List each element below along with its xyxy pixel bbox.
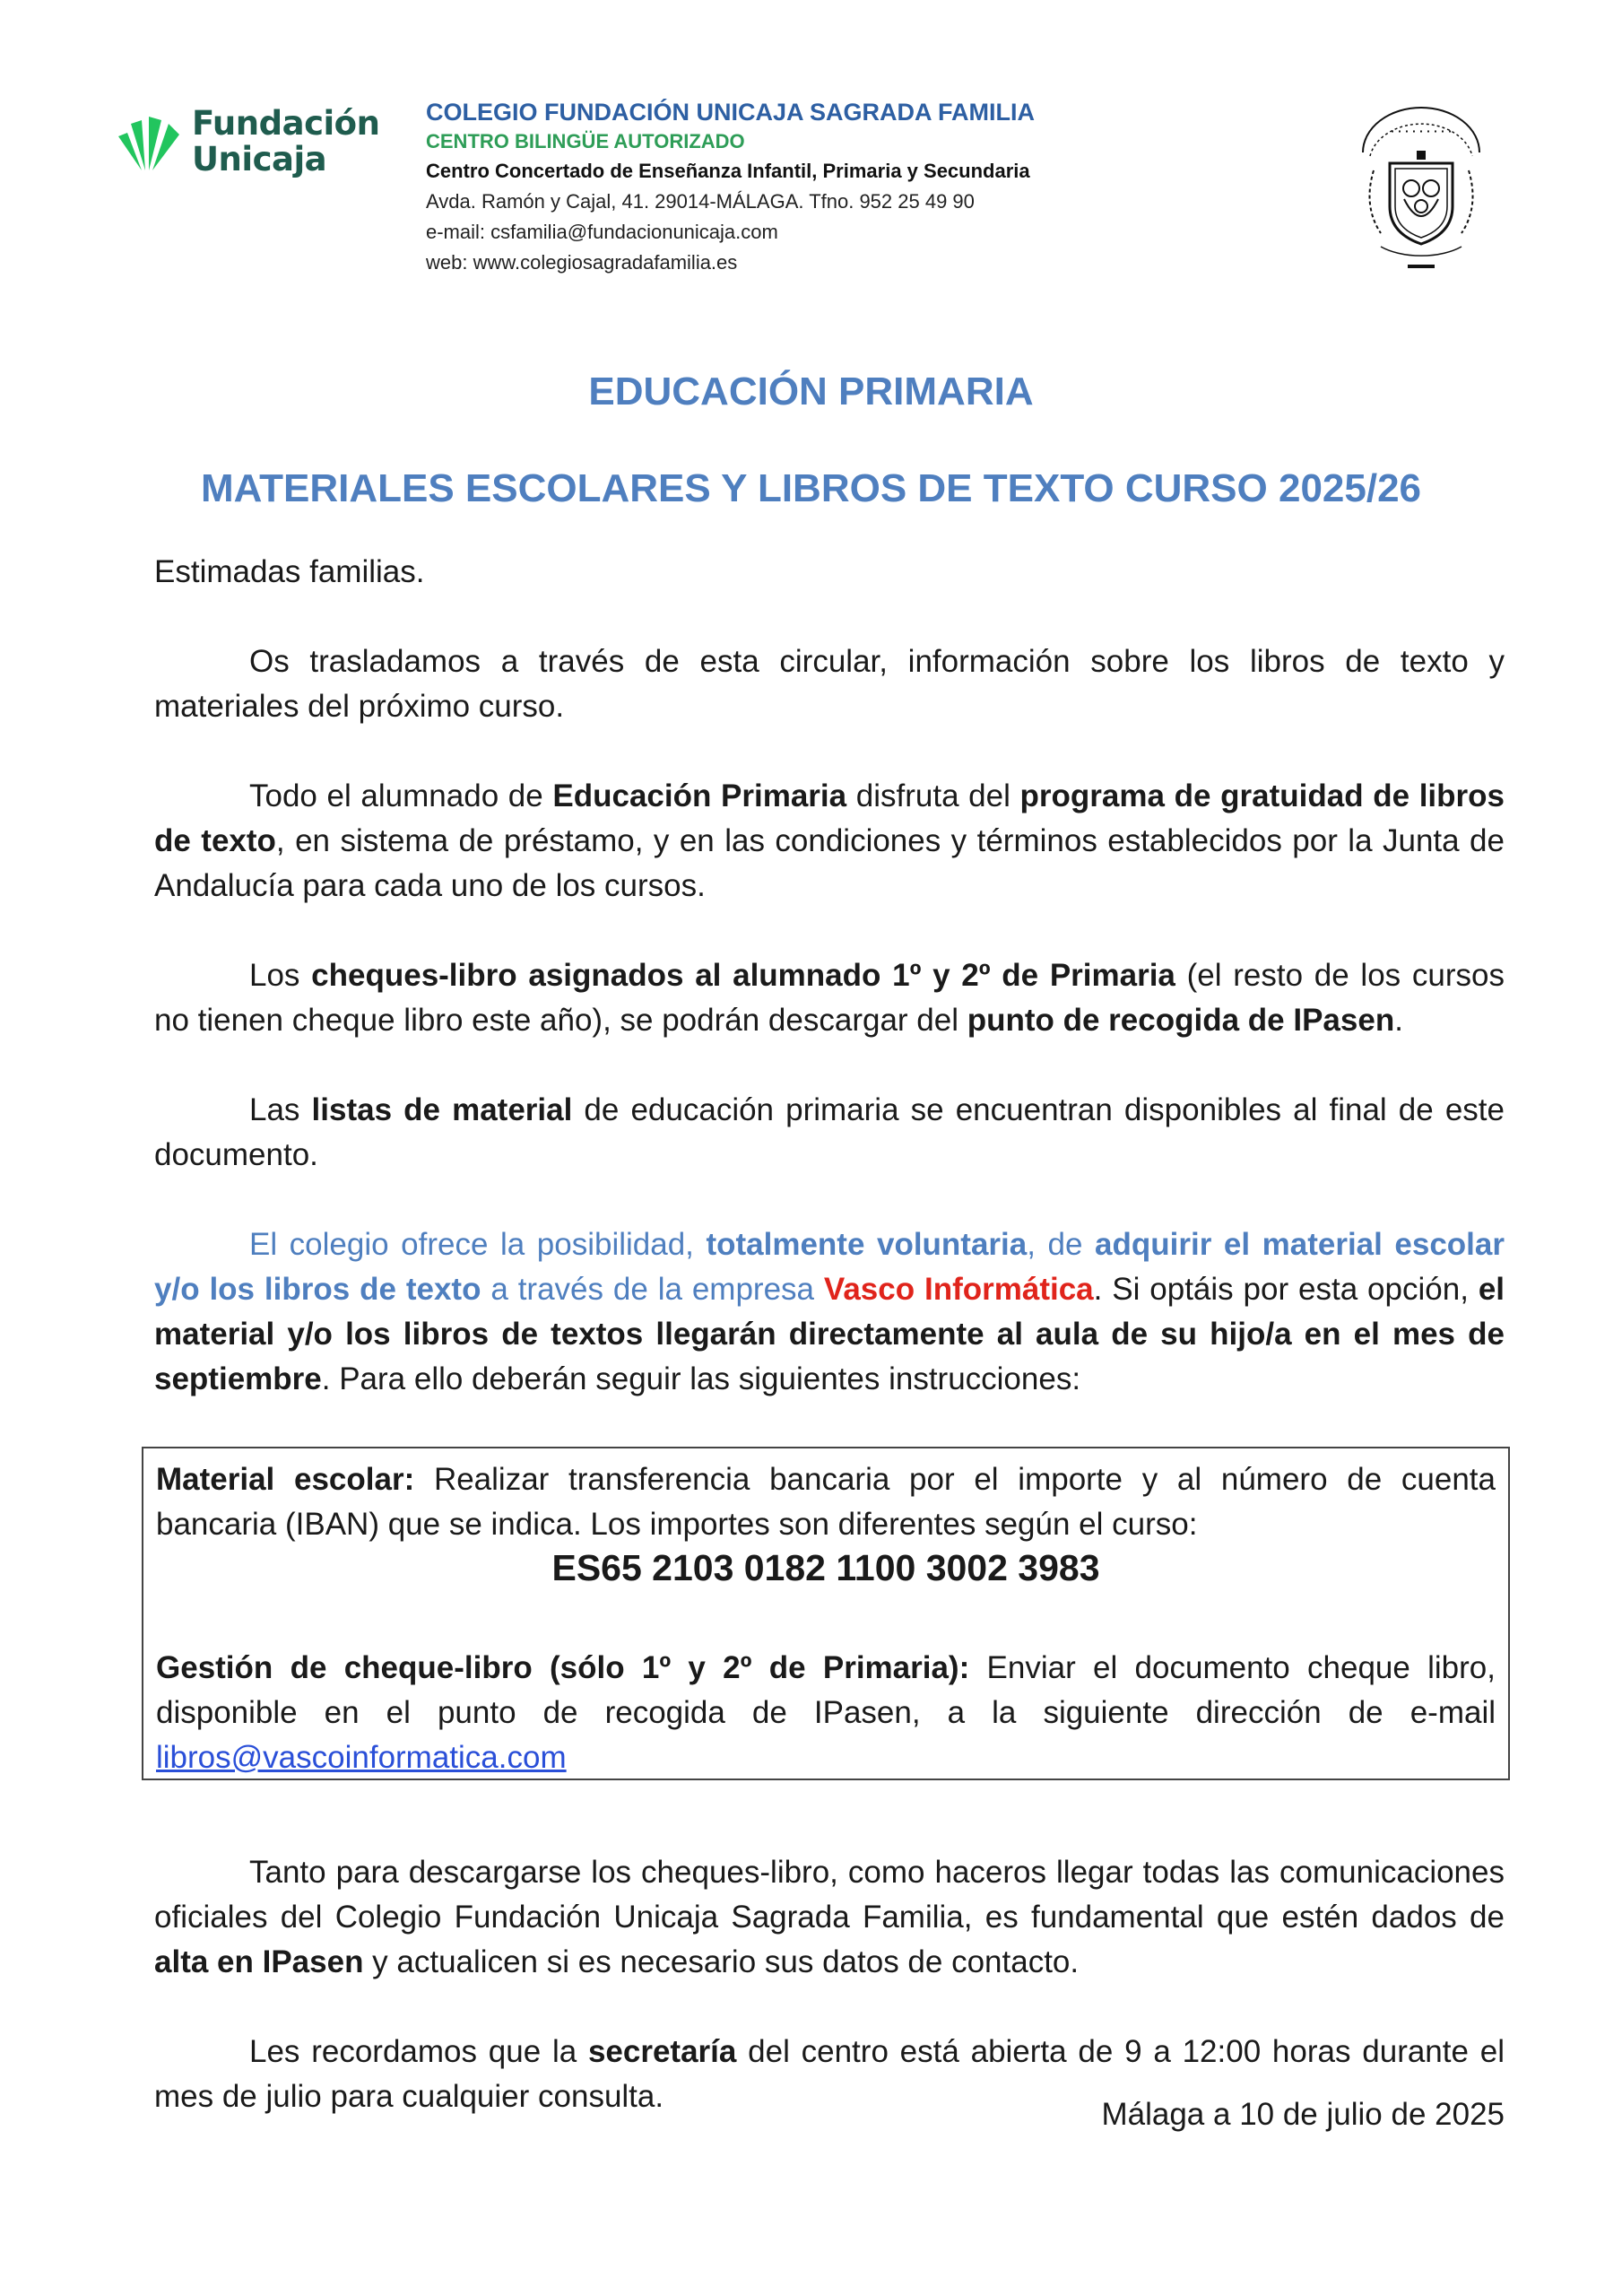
vasco-informatica: Vasco Informática (823, 1272, 1094, 1307)
school-seal-icon (1354, 99, 1488, 278)
paragraph-intro: Os trasladamos a través de esta circular, información sobre los libros de texto y materiales del próximo curso. (154, 644, 1505, 724)
paragraph-vasco: El colegio ofrece la posibilidad, totalmente voluntaria, de adquirir el material escolar y/o los libros de texto a través de la empresa Vasco Informática. Si optáis por esta opción, el material y/o los libros de textos llegarán directamente al aula de su hijo/a en el mes de septiembre. Para ello deberán seguir las siguientes instrucciones: (154, 1227, 1505, 1396)
logo-line-2: Unicaja (192, 140, 327, 178)
bilingual-label: CENTRO BILINGÜE AUTORIZADO (426, 130, 745, 152)
paragraph-gratuidad: Todo el alumnado de Educación Primaria disfruta del programa de gratuidad de libros de texto, en sistema de préstamo, y en las condiciones y términos establecidos por la Junta de Andalucía para cada uno de los cursos. (154, 778, 1505, 903)
fundacion-unicaja-logo (115, 104, 380, 187)
fundacion-unicaja-leaf-icon (115, 111, 186, 174)
document-subtitle: MATERIALES ESCOLARES Y LIBROS DE TEXTO CURSO 2025/26 (200, 466, 1422, 510)
school-seal (1354, 99, 1488, 278)
instructions-box (142, 1447, 1510, 1780)
logo-line-1: Fundación (192, 104, 380, 143)
school-header (426, 97, 1143, 278)
school-address: Avda. Ramón y Cajal, 41. 29014-MÁLAGA. Tfno. 952 25 49 90 (426, 190, 975, 213)
cheque-libro-instructions: Gestión de cheque-libro (sólo 1º y 2º de Primaria): Enviar el documento cheque libro, disponible en el punto de recogida de IPasen, a la siguiente dirección de e-mail libros@vascoinformatica.com (156, 1650, 1496, 1775)
paragraph-listas: Las listas de material de educación primaria se encuentran disponibles al final de este documento. (154, 1092, 1505, 1172)
iban-number: ES65 2103 0182 1100 3002 3983 (551, 1547, 1100, 1588)
document-title: EDUCACIÓN PRIMARIA (588, 370, 1034, 413)
svg-text:· · · · · · · · ·: · · · · · · · · · (1390, 126, 1453, 137)
paragraph-secretaria: Les recordamos que la secretaría del centro está abierta de 9 a 12:00 horas durante el mes de julio para cualquier consulta. (154, 2034, 1505, 2114)
school-name: COLEGIO FUNDACIÓN UNICAJA SAGRADA FAMILIA (426, 99, 1035, 126)
paragraph-ipasen: Tanto para descargarse los cheques-libro, como haceros llegar todas las comunicaciones oficiales del Colegio Fundación Unicaja Sagrada Familia, es fundamental que estén dados de alta en IPasen y actualicen si es necesario sus datos de contacto. (154, 1855, 1505, 1979)
school-email: e-mail: csfamilia@fundacionunicaja.com (426, 221, 778, 243)
school-web: web: www.colegiosagradafamilia.es (426, 251, 738, 274)
vasco-email-link[interactable]: libros@vascoinformatica.com (156, 1740, 567, 1775)
document-date: Málaga a 10 de julio de 2025 (1101, 2097, 1505, 2132)
centro-description: Centro Concertado de Enseñanza Infantil, Primaria y Secundaria (426, 160, 1030, 182)
material-escolar-instructions: Material escolar: Realizar transferencia bancaria por el importe y al número de cuenta bancaria (IBAN) que se indica. Los importes son diferentes según el curso: (156, 1462, 1496, 1542)
greeting: Estimadas familias. (154, 554, 425, 589)
paragraph-cheques: Los cheques-libro asignados al alumnado 1º y 2º de Primaria (el resto de los cursos no tienen cheque libro este año), se podrán descargar del punto de recogida de IPasen. (154, 958, 1505, 1038)
